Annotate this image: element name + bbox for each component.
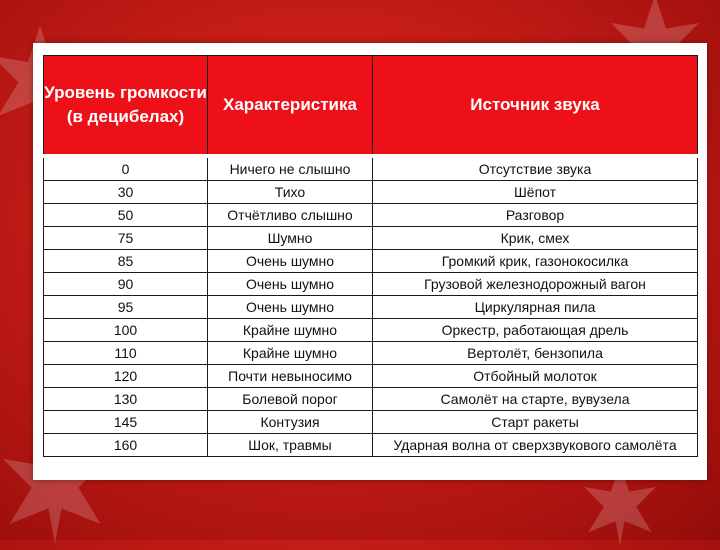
cell-decibels: 50	[44, 204, 208, 227]
cell-sound-source: Громкий крик, газонокосилка	[373, 250, 698, 273]
table-row	[44, 434, 698, 457]
cell-sound-source: Крик, смех	[373, 227, 698, 250]
cell-sound-source: Шёпот	[373, 181, 698, 204]
cell-decibels: 120	[44, 365, 208, 388]
sound-level-table	[43, 55, 698, 457]
table-row	[44, 342, 698, 365]
cell-decibels: 130	[44, 388, 208, 411]
cell-characteristic: Отчётливо слышно	[208, 204, 373, 227]
table-row	[44, 273, 698, 296]
cell-sound-source: Циркулярная пила	[373, 296, 698, 319]
cell-sound-source: Грузовой железнодорожный вагон	[373, 273, 698, 296]
cell-decibels: 0	[44, 156, 208, 181]
cell-characteristic: Контузия	[208, 411, 373, 434]
cell-sound-source: Старт ракеты	[373, 411, 698, 434]
cell-sound-source: Разговор	[373, 204, 698, 227]
table-row	[44, 319, 698, 342]
cell-characteristic: Крайне шумно	[208, 342, 373, 365]
header-sound-source: Источник звука	[373, 56, 698, 157]
cell-characteristic: Очень шумно	[208, 273, 373, 296]
cell-decibels: 160	[44, 434, 208, 457]
table-row	[44, 181, 698, 204]
table-row	[44, 227, 698, 250]
cell-decibels: 90	[44, 273, 208, 296]
cell-characteristic: Болевой порог	[208, 388, 373, 411]
table-row	[44, 204, 698, 227]
cell-decibels: 110	[44, 342, 208, 365]
cell-sound-source: Самолёт на старте, вувузела	[373, 388, 698, 411]
table-row	[44, 365, 698, 388]
cell-decibels: 75	[44, 227, 208, 250]
cell-decibels: 100	[44, 319, 208, 342]
cell-sound-source: Оркестр, работающая дрель	[373, 319, 698, 342]
cell-characteristic: Очень шумно	[208, 250, 373, 273]
cell-characteristic: Крайне шумно	[208, 319, 373, 342]
table-header-row	[44, 56, 698, 157]
table-row	[44, 250, 698, 273]
table-row	[44, 388, 698, 411]
cell-characteristic: Шумно	[208, 227, 373, 250]
header-volume-level: Уровень громкости (в децибелах)	[44, 56, 208, 157]
table-row	[44, 411, 698, 434]
cell-decibels: 95	[44, 296, 208, 319]
cell-decibels: 145	[44, 411, 208, 434]
header-characteristic: Характеристика	[208, 56, 373, 157]
cell-decibels: 30	[44, 181, 208, 204]
table-row	[44, 296, 698, 319]
cell-characteristic: Шок, травмы	[208, 434, 373, 457]
cell-sound-source: Отбойный молоток	[373, 365, 698, 388]
cell-characteristic: Очень шумно	[208, 296, 373, 319]
cell-sound-source: Ударная волна от сверхзвукового самолёта	[373, 434, 698, 457]
cell-characteristic: Ничего не слышно	[208, 156, 373, 181]
cell-sound-source: Отсутствие звука	[373, 156, 698, 181]
cell-sound-source: Вертолёт, бензопила	[373, 342, 698, 365]
cell-characteristic: Почти невыносимо	[208, 365, 373, 388]
cell-characteristic: Тихо	[208, 181, 373, 204]
cell-decibels: 85	[44, 250, 208, 273]
table-row	[44, 156, 698, 181]
